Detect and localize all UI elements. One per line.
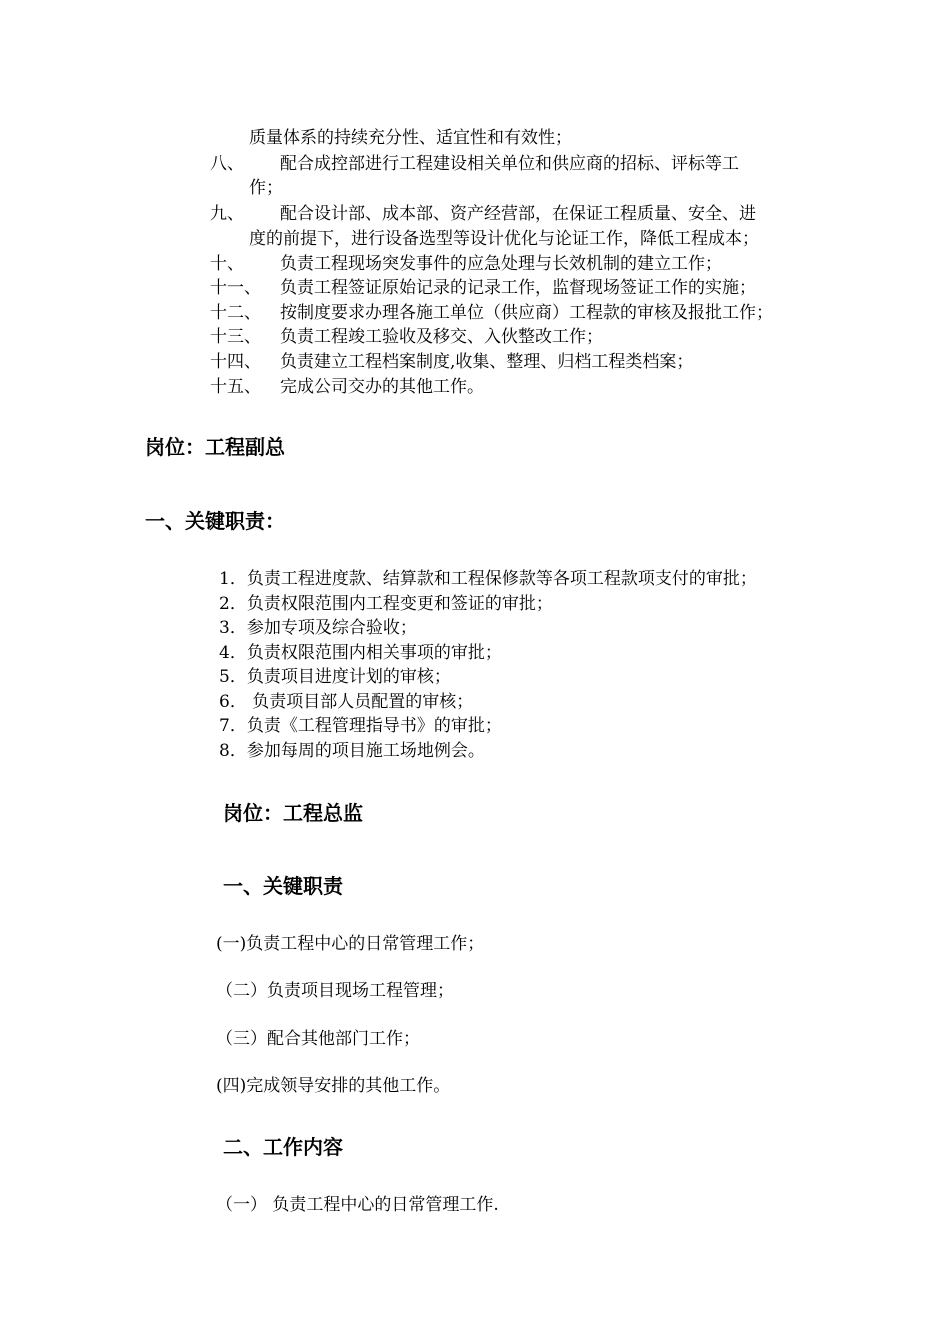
list-item-number: 十五、 xyxy=(210,377,261,397)
duty-item: 3．参加专项及综合验收； xyxy=(219,618,417,638)
list-item-text: 负责工程竣工验收及移交、入伙整改工作； xyxy=(280,327,603,347)
duties-heading-vp: 一、关键职责： xyxy=(145,509,285,533)
duty-item: 4．负责权限范围内相关事项的审批； xyxy=(219,643,502,663)
list-item-text-wrap: 作； xyxy=(249,178,283,198)
list-item-number: 九、 xyxy=(210,204,244,224)
list-item-text: 负责建立工程档案制度,收集、整理、归档工程类档案； xyxy=(280,352,694,372)
section-title-vp: 岗位：工程副总 xyxy=(145,435,285,459)
list-item-number: 十二、 xyxy=(210,303,261,323)
duty-item: 8．参加每周的项目施工场地例会。 xyxy=(219,741,485,761)
content-heading-director: 二、工作内容 xyxy=(223,1135,343,1159)
duty-item: (一)负责工程中心的日常管理工作； xyxy=(216,934,485,954)
duty-item: 1．负责工程进度款、结算款和工程保修款等各项工程款项支付的审批； xyxy=(219,569,757,589)
list-item-text: 负责工程签证原始记录的记录工作，监督现场签证工作的实施； xyxy=(280,278,756,298)
list-item-text: 完成公司交办的其他工作。 xyxy=(280,377,484,397)
list-item-text: 配合成控部进行工程建设相关单位和供应商的招标、评标等工 xyxy=(280,154,739,174)
duty-item: 2．负责权限范围内工程变更和签证的审批； xyxy=(219,594,553,614)
list-continuation: 质量体系的持续充分性、适宜性和有效性； xyxy=(249,128,572,148)
list-item-number: 十三、 xyxy=(210,327,261,347)
duty-item: 5．负责项目进度计划的审核； xyxy=(219,667,451,687)
list-item-text: 按制度要求办理各施工单位（供应商）工程款的审核及报批工作； xyxy=(280,303,773,323)
list-item-number: 十、 xyxy=(210,254,244,274)
duty-item: 6． 负责项目部人员配置的审核； xyxy=(219,692,474,712)
duty-item: （三）配合其他部门工作； xyxy=(216,1029,420,1049)
list-item-number: 十一、 xyxy=(210,278,261,298)
duty-item: 7．负责《工程管理指导书》的审批； xyxy=(219,716,502,736)
list-item-number: 十四、 xyxy=(210,352,261,372)
list-item-text-wrap: 度的前提下，进行设备选型等设计优化与论证工作，降低工程成本； xyxy=(249,229,759,249)
list-item-text: 负责工程现场突发事件的应急处理与长效机制的建立工作； xyxy=(280,254,722,274)
content-item: （一） 负责工程中心的日常管理工作. xyxy=(216,1195,499,1215)
duties-heading-director: 一、关键职责 xyxy=(223,874,343,898)
duty-item: (四)完成领导安排的其他工作。 xyxy=(216,1076,451,1096)
section-title-director: 岗位：工程总监 xyxy=(223,801,363,825)
list-item-text: 配合设计部、成本部、资产经营部，在保证工程质量、安全、进 xyxy=(280,204,756,224)
duty-item: （二）负责项目现场工程管理； xyxy=(216,981,454,1001)
list-item-number: 八、 xyxy=(210,154,244,174)
